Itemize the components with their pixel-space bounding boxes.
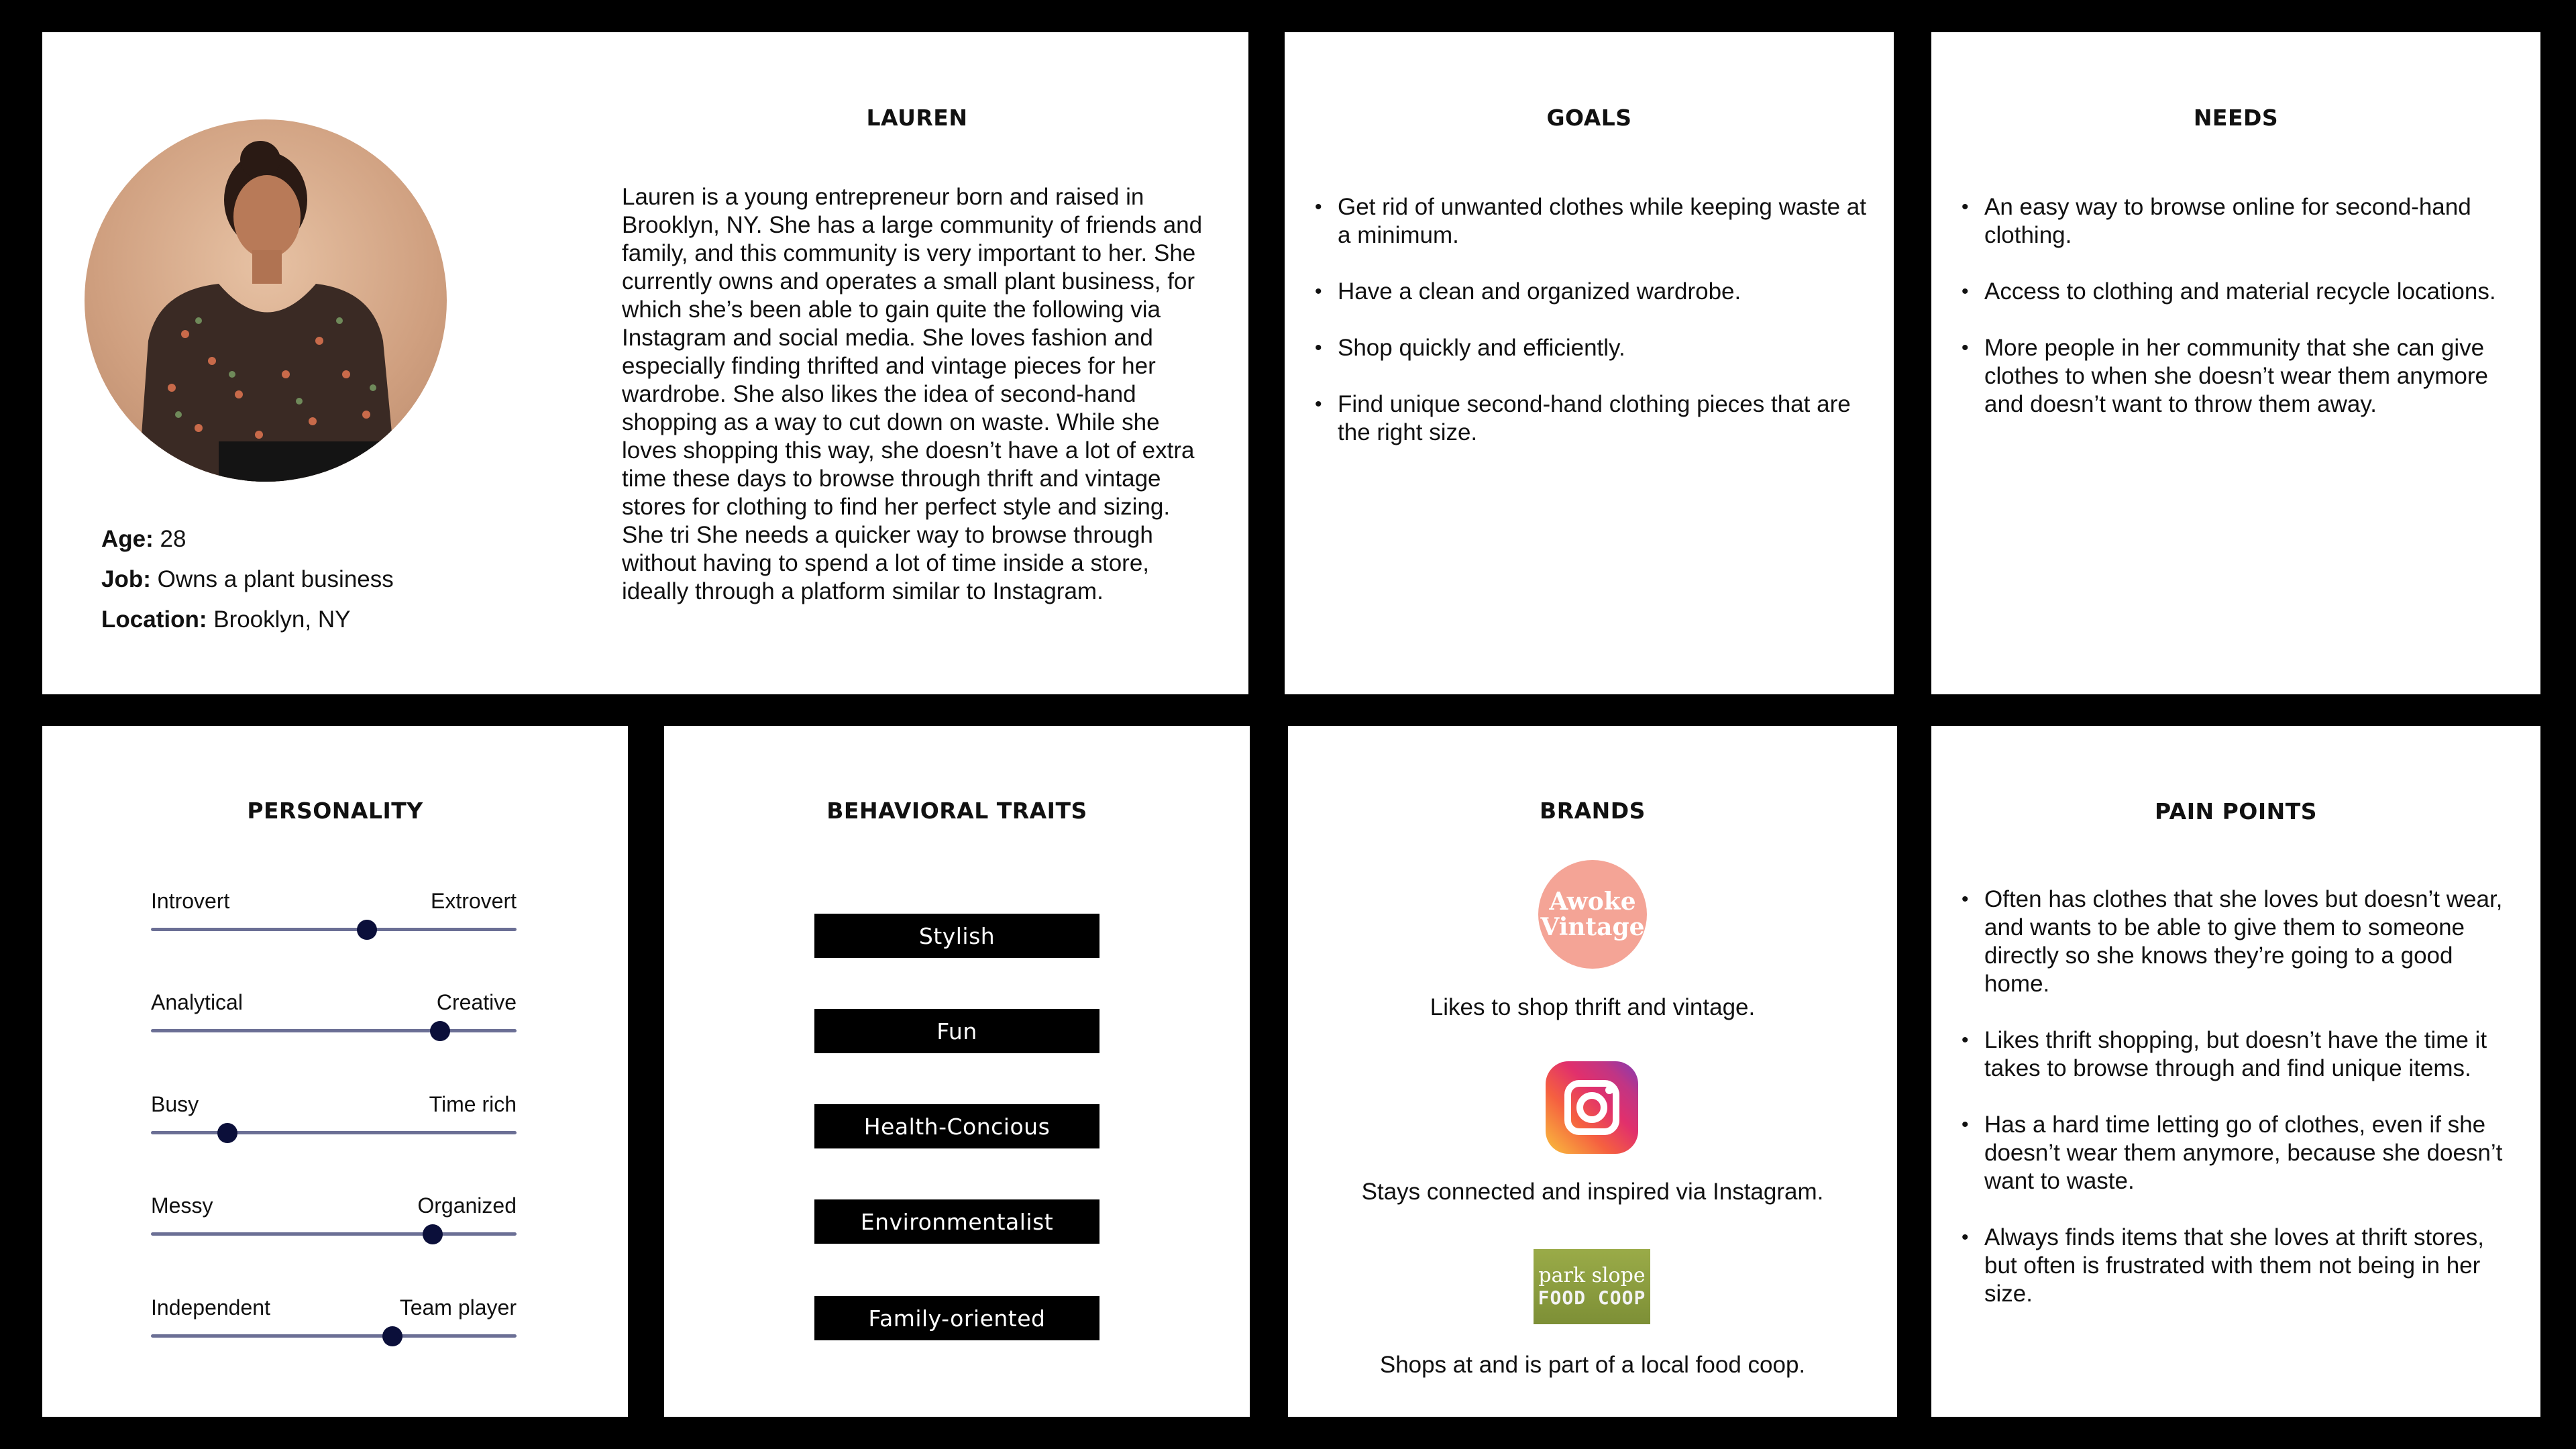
slider-right-label: Team player <box>399 1295 517 1320</box>
list-item: • Has a hard time letting go of clothes, even if she doesn’t wear them anymore, because she doesn’t want to waste. <box>1962 1111 2514 1195</box>
slider-independent-team-player[interactable] <box>151 1295 517 1349</box>
slider-left-label: Busy <box>151 1092 199 1116</box>
slider-track[interactable] <box>151 1029 517 1032</box>
list-item: • Find unique second-hand clothing pieces that are the right size. <box>1315 390 1867 447</box>
list-item: • Shop quickly and efficiently. <box>1315 334 1867 362</box>
needs-list <box>1962 193 2514 419</box>
list-item: • Often has clothes that she loves but doesn’t wear, and wants to be able to give them to someone directly so she knows they’re going to a good home. <box>1962 885 2514 998</box>
behavioral-traits-card <box>664 726 1250 1417</box>
brands-card <box>1288 726 1897 1417</box>
slider-track[interactable] <box>151 1232 517 1236</box>
job-value: Owns a plant business <box>157 566 394 592</box>
list-item: • Have a clean and organized wardrobe. <box>1315 278 1867 306</box>
trait-tag: Stylish <box>814 914 1099 958</box>
slider-introvert-extrovert[interactable] <box>151 889 517 943</box>
persona-bio: Lauren is a young entrepreneur born and raised in Brooklyn, NY. She has a large community of friends and family, and this community is very important to her. She currently owns and operates a small plant business, for which she’s been able to gain quite the following via Instagram and social media. She loves fashion and especially finding thrifted and vintage pieces for her wardrobe. She also likes the idea of second-hand shopping as a way to cut down on waste. While she loves shopping this way, she doesn’t have a lot of extra time these days to browse through thrift and vintage stores for clothing to find her perfect style and sizing. She tri She needs a quicker way to browse through without having to spend a lot of time inside a store, ideally through a platform similar to Instagram. <box>622 184 1203 604</box>
logo-text: FOOD COOP <box>1538 1287 1646 1309</box>
instagram-logo <box>1546 1061 1638 1154</box>
slider-left-label: Messy <box>151 1193 213 1218</box>
slider-right-label: Time rich <box>429 1092 517 1116</box>
slider-knob[interactable] <box>357 920 377 940</box>
slider-busy-time-rich[interactable] <box>151 1092 517 1146</box>
trait-tag: Fun <box>814 1009 1099 1053</box>
brand-caption: Likes to shop thrift and vintage. <box>1430 994 1756 1020</box>
brand-caption: Shops at and is part of a local food coop. <box>1379 1352 1806 1378</box>
slider-knob[interactable] <box>382 1326 402 1346</box>
slider-right-label: Organized <box>417 1193 517 1218</box>
brands-title: BRANDS <box>1540 798 1646 824</box>
age-row: Age: 28 <box>101 526 186 552</box>
slider-analytical-creative[interactable] <box>151 990 517 1044</box>
slider-right-label: Extrovert <box>430 889 517 913</box>
job-row: Job: Owns a plant business <box>101 566 394 592</box>
personality-title: PERSONALITY <box>247 798 423 824</box>
instagram-dot-icon <box>1605 1086 1613 1094</box>
slider-knob[interactable] <box>423 1224 443 1244</box>
awoke-vintage-logo <box>1538 860 1647 969</box>
slider-messy-organized[interactable] <box>151 1193 517 1247</box>
logo-text: park slope <box>1538 1264 1646 1287</box>
slider-left-label: Analytical <box>151 990 243 1014</box>
list-item: • Access to clothing and material recycle locations. <box>1962 278 2514 306</box>
personality-card <box>42 726 628 1417</box>
list-item: • More people in her community that she can give clothes to when she doesn’t wear them anymore and doesn’t want to throw them away. <box>1962 334 2514 419</box>
needs-title: NEEDS <box>2193 105 2279 131</box>
list-item: • Always finds items that she loves at thrift stores, but often is frustrated with them not being in her size. <box>1962 1224 2514 1308</box>
location-value: Brooklyn, NY <box>213 606 351 633</box>
behavioral-traits-title: BEHAVIORAL TRAITS <box>826 798 1087 824</box>
logo-text: Awoke <box>1549 888 1636 916</box>
list-item: • An easy way to browse online for second-hand clothing. <box>1962 193 2514 250</box>
goals-list <box>1315 193 1867 447</box>
slider-knob[interactable] <box>217 1123 237 1143</box>
person-illustration <box>85 119 447 482</box>
list-item: • Get rid of unwanted clothes while keeping waste at a minimum. <box>1315 193 1867 250</box>
needs-card <box>1931 32 2540 694</box>
pain-points-card <box>1931 726 2540 1417</box>
age-value: 28 <box>160 526 186 552</box>
slider-knob[interactable] <box>430 1021 450 1041</box>
location-row: Location: Brooklyn, NY <box>101 606 351 633</box>
slider-track[interactable] <box>151 1334 517 1338</box>
goals-title: GOALS <box>1546 105 1632 131</box>
persona-name: LAUREN <box>866 105 968 131</box>
profile-card <box>42 32 1248 694</box>
slider-track[interactable] <box>151 1131 517 1134</box>
trait-tag: Family-oriented <box>814 1296 1099 1340</box>
persona-photo <box>85 119 447 482</box>
instagram-lens-icon <box>1576 1092 1607 1123</box>
trait-tag: Health-Concious <box>814 1104 1099 1148</box>
brand-caption: Stays connected and inspired via Instagram. <box>1361 1179 1824 1205</box>
pain-points-list <box>1962 885 2514 1308</box>
goals-card <box>1285 32 1894 694</box>
park-slope-food-coop-logo <box>1534 1249 1650 1324</box>
slider-left-label: Independent <box>151 1295 270 1320</box>
list-item: • Likes thrift shopping, but doesn’t have the time it takes to browse through and find unique items. <box>1962 1026 2514 1083</box>
slider-track[interactable] <box>151 928 517 931</box>
slider-left-label: Introvert <box>151 889 230 913</box>
pain-points-title: PAIN POINTS <box>2155 798 2317 824</box>
logo-text: Vintage <box>1540 913 1645 941</box>
slider-right-label: Creative <box>436 990 517 1014</box>
trait-tag: Environmentalist <box>814 1199 1099 1244</box>
